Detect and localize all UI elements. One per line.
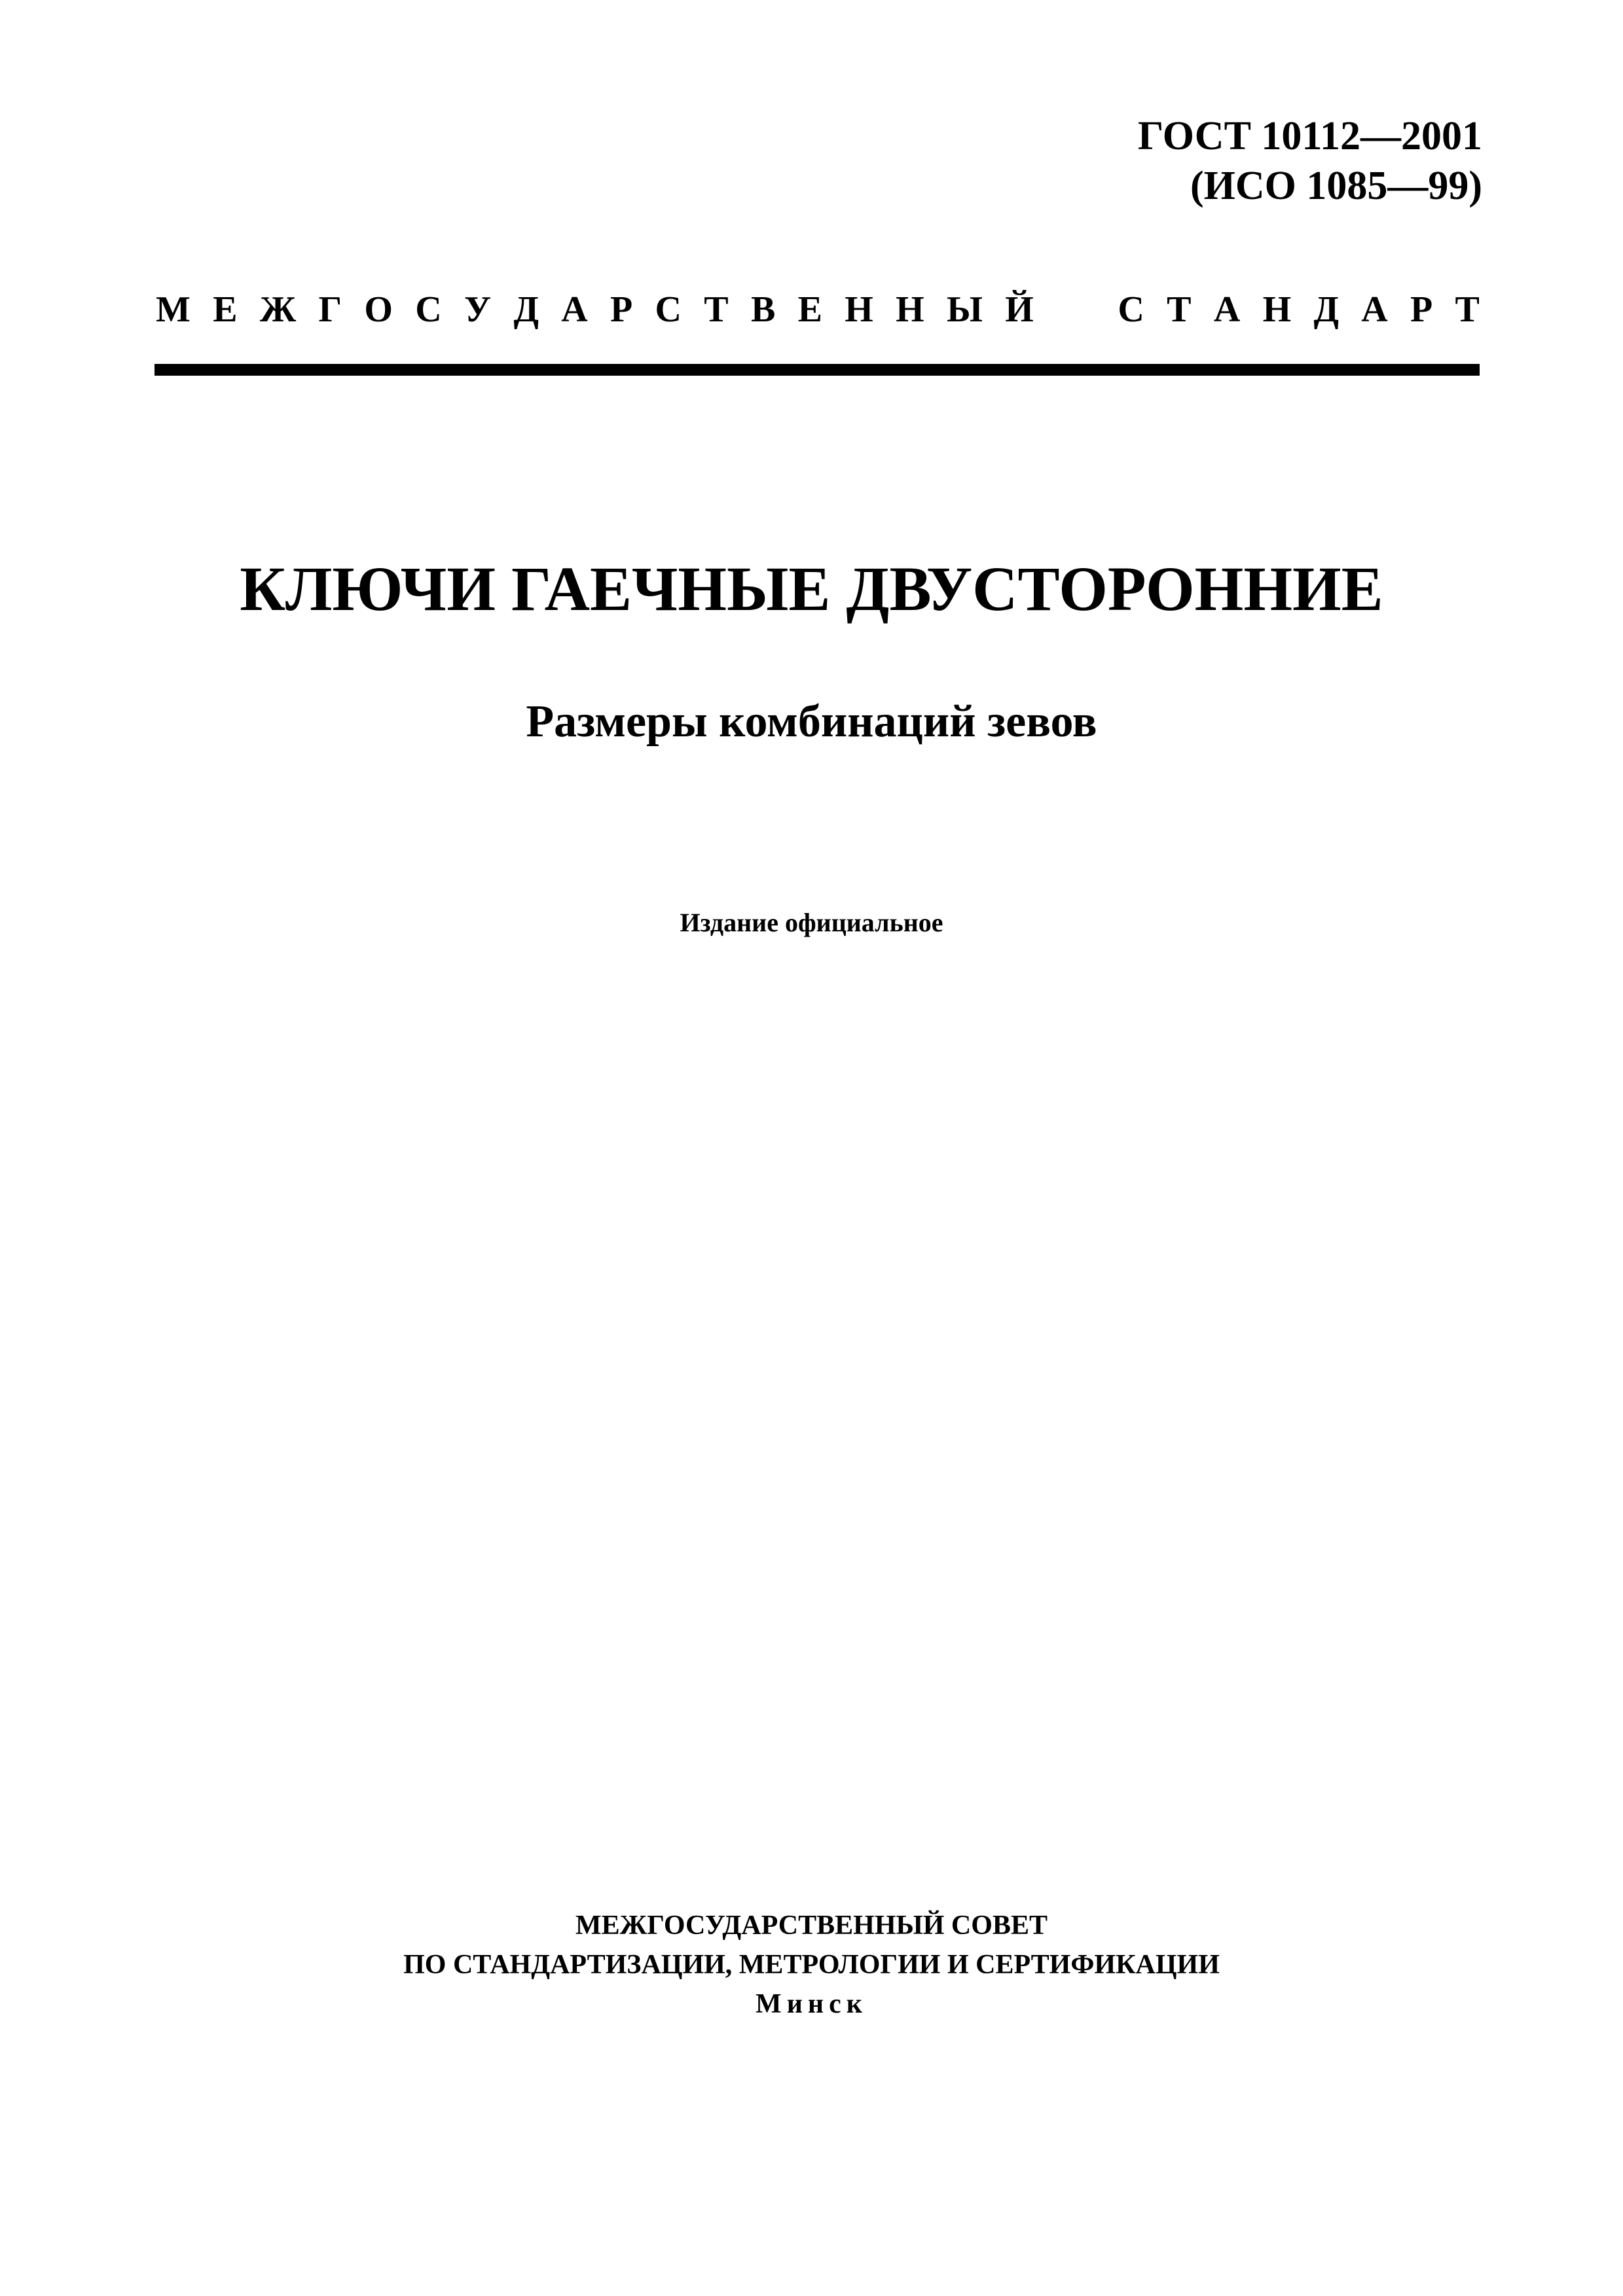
edition-note: Издание официальное xyxy=(680,908,943,937)
heading-letter: М xyxy=(156,289,191,330)
iso-number: (ИСО 1085—99) xyxy=(1190,164,1482,208)
heading-letter: Е xyxy=(213,289,238,330)
heading-letter: Г xyxy=(318,289,342,330)
heading-letter: Н xyxy=(1262,289,1292,330)
publisher-block xyxy=(0,1906,1623,2024)
heading-letter: Р xyxy=(610,289,633,330)
heading-word-gap xyxy=(1056,287,1095,332)
heading-letter: Т xyxy=(1455,289,1480,330)
heading-letter: С xyxy=(655,289,682,330)
publisher-city: Минск xyxy=(756,1989,867,2019)
heading-letter: О xyxy=(364,289,393,330)
heading-letter: Й xyxy=(1005,289,1034,330)
heading-letter: Ы xyxy=(946,289,983,330)
heading-letter: Д xyxy=(513,289,539,330)
heading-letter: В xyxy=(750,289,776,330)
heading-letter: А xyxy=(1213,289,1241,330)
heading-divider xyxy=(155,364,1480,376)
heading-letter: Е xyxy=(797,289,822,330)
heading-letter: Т xyxy=(704,289,729,330)
heading-letter: Т xyxy=(1167,289,1192,330)
publisher-line-2: ПО СТАНДАРТИЗАЦИИ, МЕТРОЛОГИИ И СЕРТИФИКАЦИИ xyxy=(403,1950,1220,1980)
heading-letter: Н xyxy=(845,289,873,330)
heading-letter: А xyxy=(1361,289,1388,330)
heading-letter: Р xyxy=(1410,289,1433,330)
heading-letter: У xyxy=(464,289,492,330)
heading-letter: С xyxy=(415,289,442,330)
heading-letter: Н xyxy=(896,289,924,330)
document-identifier xyxy=(1138,111,1482,211)
publisher-line-1: МЕЖГОСУДАРСТВЕННЫЙ СОВЕТ xyxy=(575,1910,1048,1941)
heading-letter: А xyxy=(561,289,588,330)
heading-letter: Д xyxy=(1313,289,1339,330)
page-subtitle: Размеры комбинаций зевов xyxy=(526,696,1097,747)
gost-number: ГОСТ 10112—2001 xyxy=(1137,114,1482,158)
standard-kind-heading xyxy=(156,287,1480,332)
page-title: КЛЮЧИ ГАЕЧНЫЕ ДВУСТОРОННИЕ xyxy=(240,554,1383,624)
heading-letter: Ж xyxy=(259,289,297,330)
heading-letter: С xyxy=(1118,289,1144,330)
